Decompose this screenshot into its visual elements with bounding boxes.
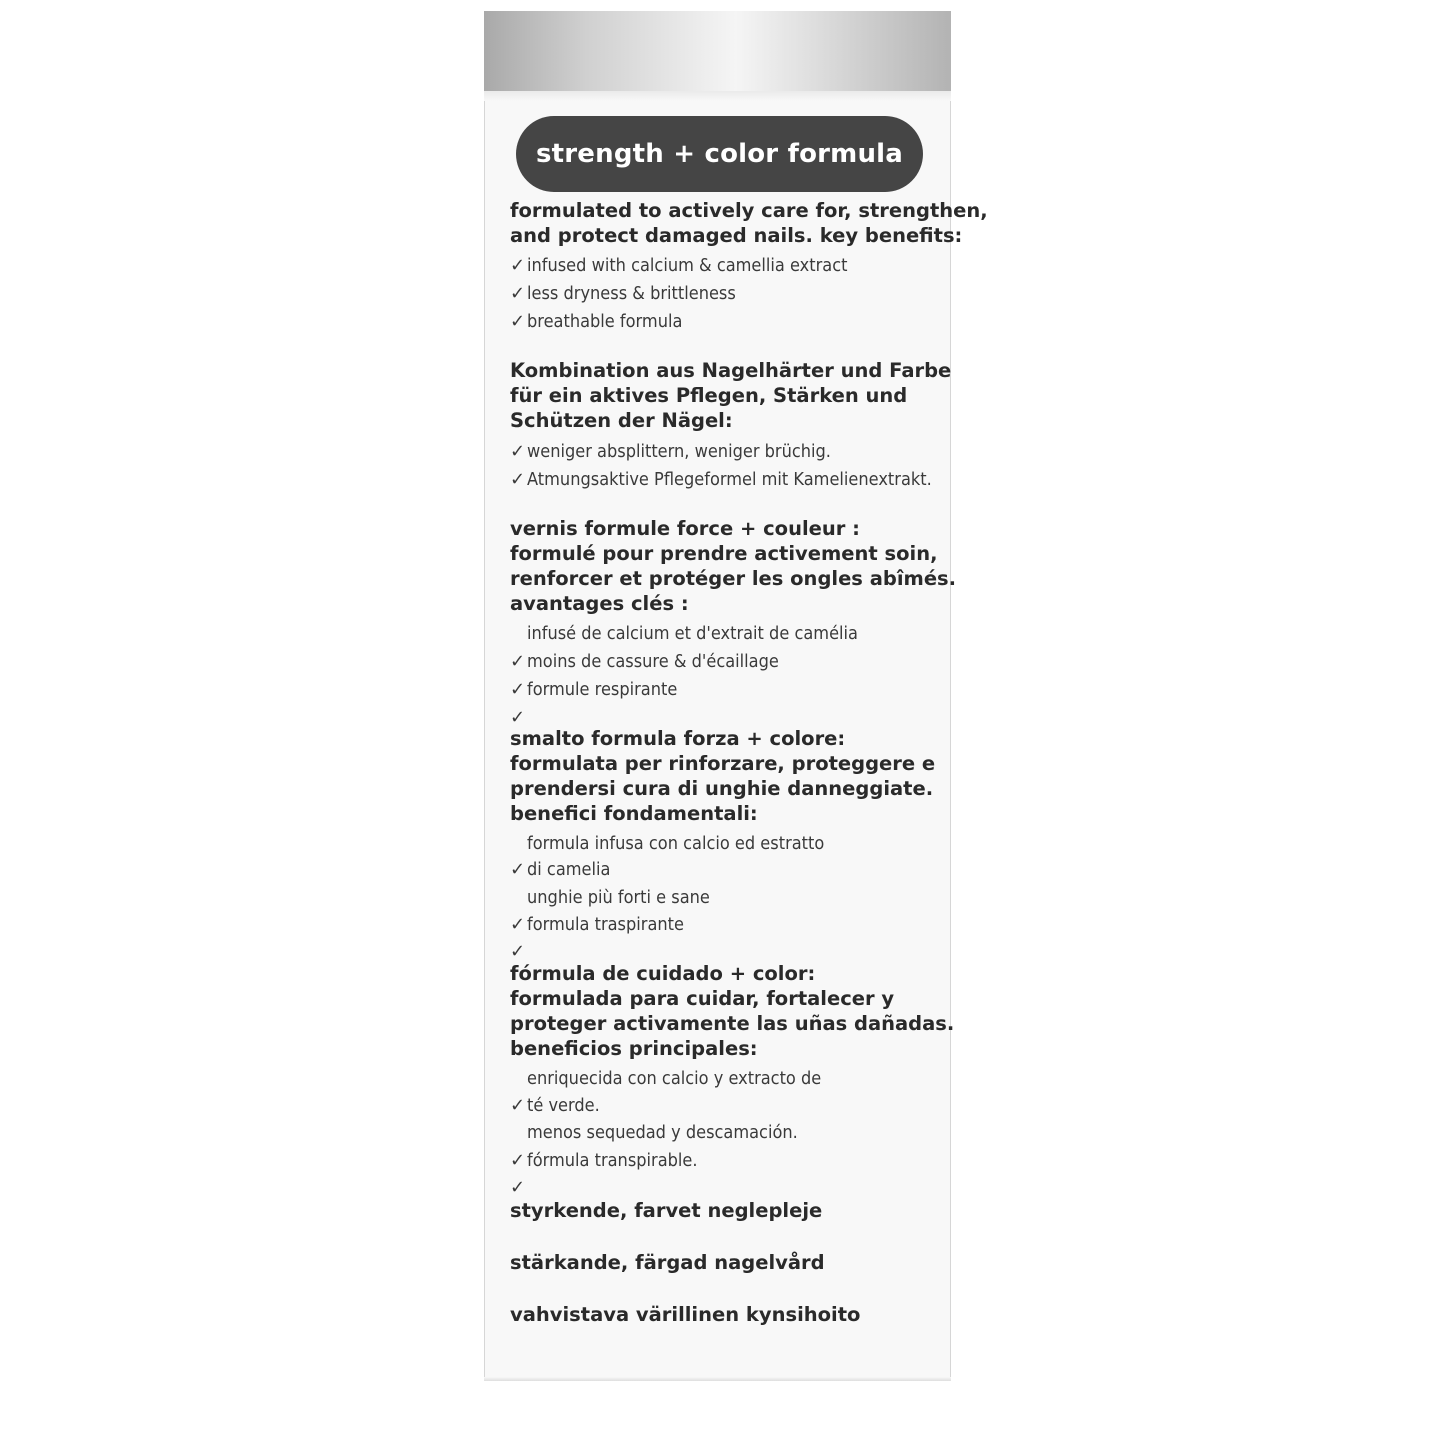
sv-line: stärkande, färgad nagelvård [510,1251,825,1274]
product-box-panel [484,11,988,1381]
box-bottom-edge [484,1377,951,1381]
de-intro-line-3: Schützen der Nägel: [510,409,733,432]
check-icon: ✓ [510,941,526,962]
check-icon: ✓ [510,1177,526,1198]
fr-intro-line-3: renforcer et protéger les ongles abîmés. [510,567,957,590]
check-icon: ✓ [510,441,526,462]
check-icon: ✓ [510,283,526,304]
check-icon: ✓ [510,1150,526,1171]
fr-intro-line-4: avantages clés : [510,592,689,615]
de-intro-line-2: für ein aktives Pflegen, Stärken und [510,384,908,407]
de-benefit-2: Atmungsaktive Pflegeformel mit Kamelienextrakt. [527,469,932,490]
fr-intro-line-1: vernis formule force + couleur : [510,517,860,540]
it-benefit-3: formula traspirante [527,914,684,935]
en-intro-line-1: formulated to actively care for, strengthen, [510,199,988,222]
it-benefit-1a: formula infusa con calcio ed estratto [527,833,825,854]
it-benefit-1b: di camelia [527,859,611,880]
en-benefit-1: infused with calcium & camellia extract [527,255,848,276]
check-icon: ✓ [510,707,526,728]
en-benefit-2: less dryness & brittleness [527,283,736,304]
it-intro-line-4: benefici fondamentali: [510,802,758,825]
es-intro-line-3: proteger activamente las uñas dañadas. [510,1012,955,1035]
es-intro-line-4: beneficios principales: [510,1037,758,1060]
check-icon: ✓ [510,255,526,276]
check-icon: ✓ [510,859,526,880]
en-intro-line-2: and protect damaged nails. key benefits: [510,224,963,247]
check-icon: ✓ [510,469,526,490]
it-benefit-2: unghie più forti e sane [527,887,710,908]
check-icon: ✓ [510,311,526,332]
es-benefit-2: menos sequedad y descamación. [527,1122,798,1143]
check-icon: ✓ [510,914,526,935]
es-benefit-1b: té verde. [527,1095,600,1116]
cap-shadow [484,91,951,101]
fr-benefit-3: formule respirante [527,679,678,700]
silver-cap-band [484,11,951,91]
de-intro-line-1: Kombination aus Nagelhärter und Farbe [510,359,952,382]
fr-benefit-1: infusé de calcium et d'extrait de camélia [527,623,858,644]
fr-intro-line-2: formulé pour prendre activement soin, [510,542,938,565]
da-line: styrkende, farvet neglepleje [510,1199,823,1222]
de-benefit-1: weniger absplittern, weniger brüchig. [527,441,831,462]
it-intro-line-2: formulata per rinforzare, proteggere e [510,752,936,775]
formula-title-badge: strength + color formula [516,116,923,192]
es-intro-line-1: fórmula de cuidado + color: [510,962,816,985]
es-intro-line-2: formulada para cuidar, fortalecer y [510,987,895,1010]
fr-benefit-2: moins de cassure & d'écaillage [527,651,779,672]
es-benefit-3: fórmula transpirable. [527,1150,698,1171]
en-benefit-3: breathable formula [527,311,683,332]
it-intro-line-1: smalto formula forza + colore: [510,727,846,750]
fi-line: vahvistava värillinen kynsihoito [510,1303,861,1326]
it-intro-line-3: prendersi cura di unghie danneggiate. [510,777,934,800]
check-icon: ✓ [510,651,526,672]
check-icon: ✓ [510,1095,526,1116]
es-benefit-1a: enriquecida con calcio y extracto de [527,1068,822,1089]
check-icon: ✓ [510,679,526,700]
